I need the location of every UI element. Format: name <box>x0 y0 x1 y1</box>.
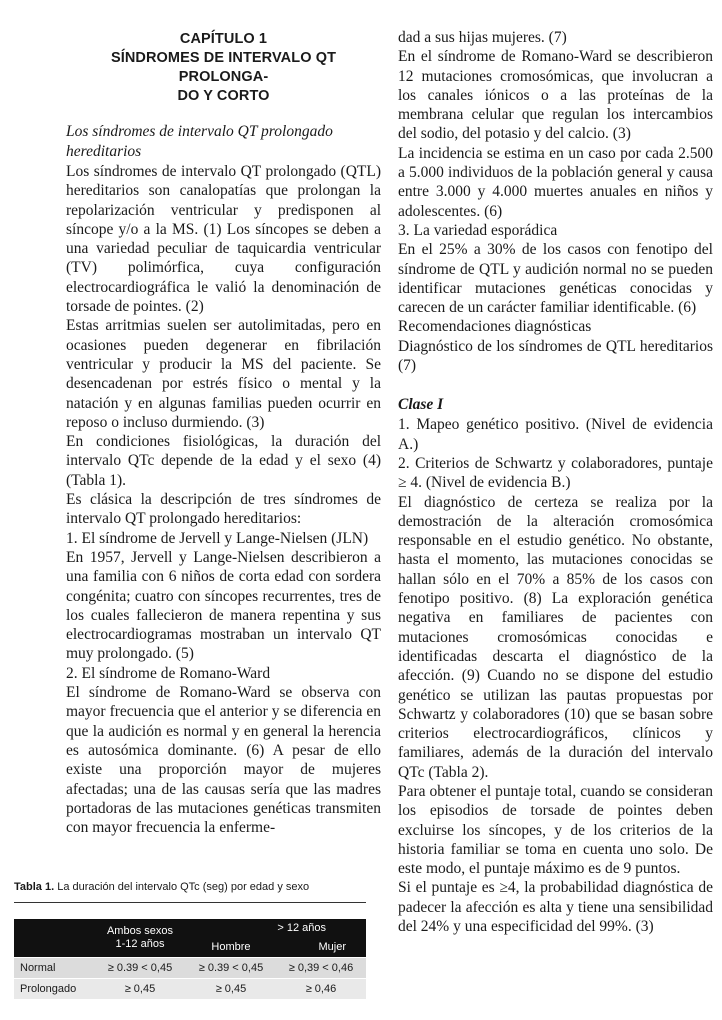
class-heading: Clase I <box>398 396 444 414</box>
paragraph: En el síndrome de Romano-Ward se describieron 12 mutaciones cromosómicas, que involucran a los canales iónicos o a las proteínas de la membrana celular que regulan los intercambios del sodio, del potasio y del calcio. (3) <box>398 48 713 143</box>
subsection-heading: Recomendaciones diagnósticas <box>398 318 592 336</box>
paragraph: Diagnóstico de los síndromes de QTL hereditarios (7) <box>398 337 713 375</box>
header-empty <box>14 919 94 958</box>
paragraph: Estas arritmias suelen ser autolimitadas, pero en ocasiones pueden degenerar en fibrilación ventricular y producir la MS del paciente. Se desencadenan por estrés físico o mental y la natación y en algunas familias pueden ocurrir en reposo o incluso durmiendo. (3) <box>66 317 381 431</box>
chapter-title-line-1: SÍNDROMES DE INTERVALO QT PROLONGA- <box>110 50 337 85</box>
table-caption <box>14 880 366 903</box>
list-heading: 2. El síndrome de Romano-Ward <box>66 664 271 682</box>
chapter-title-line-2: DO Y CORTO <box>177 88 270 104</box>
table-cell: ≥ 0,46 <box>276 979 366 1000</box>
header-both-sexes-line1: Ambos sexos <box>106 925 173 937</box>
chapter-title <box>66 30 381 106</box>
section-title: Los síndromes de intervalo QT prolongado hereditarios <box>66 123 333 160</box>
chapter-number: CAPÍTULO 1 <box>179 31 268 47</box>
paragraph: 2. Criterios de Schwartz y colaboradores, puntaje ≥ 4. (Nivel de evidencia B.) <box>398 454 713 492</box>
paragraph: 1. Mapeo genético positivo. (Nivel de evidencia A.) <box>398 416 713 453</box>
table-cell: ≥ 0,45 <box>94 979 186 1000</box>
table-caption-text: La duración del intervalo QTc (seg) por edad y sexo <box>54 881 310 893</box>
row-label: Prolongado <box>14 979 94 1000</box>
header-both-sexes <box>94 919 186 958</box>
paragraph: La incidencia se estima en un caso por cada 2.500 a 5.000 individuos de la población general y causa entre 3.000 y 4.000 muertes anuales en niños y adolescentes. (6) <box>398 144 713 220</box>
paragraph: Si el puntaje es ≥4, la probabilidad diagnóstica de padecer la afección es alta y tiene una sensibilidad del 24% y una especificidad del 99%. (3) <box>398 879 713 936</box>
table-header-row <box>14 919 366 938</box>
qtc-table <box>14 919 366 999</box>
header-both-sexes-line2: 1-12 años <box>115 938 165 950</box>
table-1 <box>14 880 366 999</box>
paragraph: En 1957, Jervell y Lange-Nielsen describieron a una familia con 6 niños de corta edad con sordera congénita; cuatro con síncopes recurrentes, tres de los cuales fallecieron de manera repentina y sus electrocardiogramas mostraban un intervalo QT muy prolongado. (5) <box>66 548 381 663</box>
table-cell: ≥ 0,45 <box>186 979 276 1000</box>
list-heading: 1. El síndrome de Jervell y Lange-Nielsen (JLN) <box>66 529 369 547</box>
paragraph: En el 25% a 30% de los casos con fenotipo del síndrome de QTL y audición normal no se pueden identificar mutaciones genéticas conocidas y carecen de un carácter familiar identificable. (6) <box>398 241 713 317</box>
spacer <box>398 375 713 395</box>
table-row <box>14 958 366 979</box>
left-column <box>66 30 381 837</box>
header-over-12: > 12 años <box>277 922 326 934</box>
paragraph: Los síndromes de intervalo QT prolongado (QTL) hereditarios son canalopatías que prolongan la repolarización ventricular y predisponen al síncope y/o a la MS. (1) Los síncopes se deben a una variedad peculiar de taquicardia ventricular (TV) polimórfica, cuya configuración electrocardiográfica le valió la denominación de torsade de pointes. (2) <box>66 163 381 316</box>
table-caption-label: Tabla 1. <box>14 881 55 893</box>
paragraph: Para obtener el puntaje total, cuando se consideran los episodios de torsade de pointes deben excluirse los síncopes, y de los criterios de la historia familiar se toma en cuenta uno solo. De este modo, el puntaje máximo es de 9 puntos. <box>398 782 713 878</box>
header-mujer: Mujer <box>318 941 346 953</box>
paragraph: El diagnóstico de certeza se realiza por la demostración de la alteración cromosómica responsable en el estudio genético. No obstante, hasta el momento, las mutaciones conocidas se hallan sólo en el 70% a 85% de los casos con fenotipo positivo. (8) La exploración genética negativa en familiares de pacientes con mutaciones cromosómicas conocidas e identificadas descarta el diagnóstico de la afección. (9) Cuando no se dispone del estudio genético se utilizan las pautas propuestas por Schwartz y colaboradores (10) que se basan sobre criterios electrocardiográficos, clínicos y familiares, además de la duración del intervalo QTc (Tabla 2). <box>398 493 713 781</box>
table-cell: ≥ 0.39 < 0,45 <box>186 958 276 979</box>
paragraph: El síndrome de Romano-Ward se observa con mayor frecuencia que el anterior y se diferencia en que la audición es normal y en general la herencia es autosómica dominante. (6) A pesar de ello existe una proporción mayor de mujeres afectadas; una de las causas sería que las madres portadoras de las mutaciones genéticas transmiten con mayor frecuencia la enferme- <box>66 684 381 837</box>
paragraph: dad a sus hijas mujeres. (7) <box>398 29 567 46</box>
list-heading: 3. La variedad esporádica <box>398 221 558 239</box>
row-label: Normal <box>14 958 94 979</box>
header-hombre: Hombre <box>211 941 251 953</box>
paragraph: Es clásica la descripción de tres síndromes de intervalo QT prolongado hereditarios: <box>66 491 381 528</box>
table-cell: ≥ 0.39 < 0,45 <box>94 958 186 979</box>
paragraph: En condiciones fisiológicas, la duración del intervalo QTc depende de la edad y el sexo (4) (Tabla 1). <box>66 433 381 489</box>
right-column <box>398 28 713 936</box>
table-row <box>14 979 366 1000</box>
table-cell: ≥ 0,39 < 0,46 <box>276 958 366 979</box>
